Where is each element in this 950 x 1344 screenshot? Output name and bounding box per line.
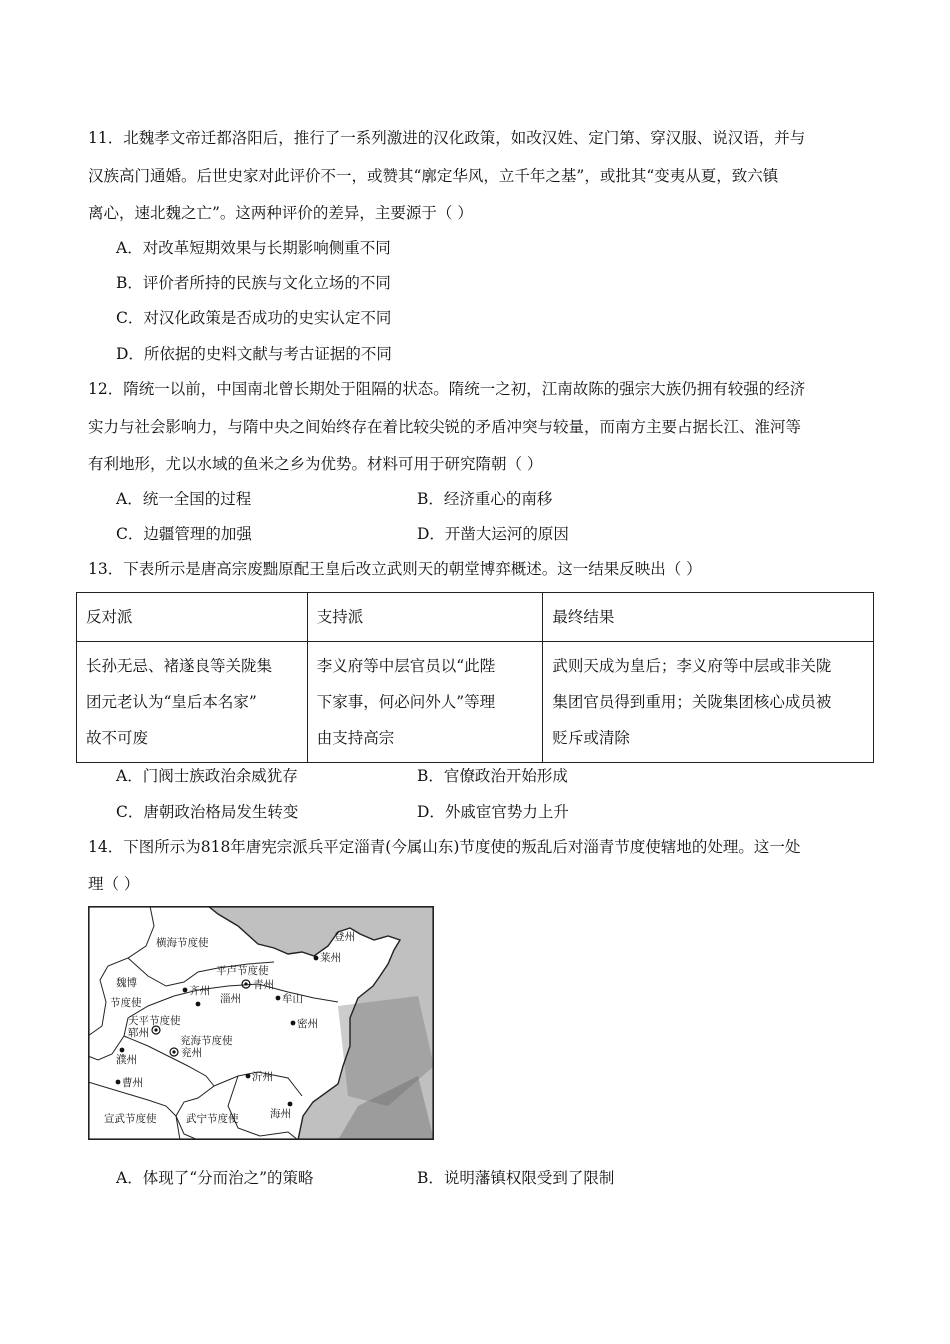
- label-tianping: 天平节度使: [128, 1015, 181, 1027]
- table-cell-support: [307, 642, 543, 763]
- q13-option-d[interactable]: D．外戚宦官势力上升: [417, 803, 569, 821]
- label-qingzhou: 青州: [253, 979, 274, 991]
- label-qizhou: 齐州: [189, 985, 210, 997]
- q11-option-d[interactable]: D．所依据的史料文献与考古证据的不同: [116, 345, 392, 363]
- zichang-map: [88, 906, 434, 1140]
- table-header-cell: 最终结果: [543, 593, 874, 642]
- label-pinglu: 平卢节度使: [216, 965, 269, 977]
- city-dot: [246, 1074, 251, 1079]
- city-dot: [291, 1021, 296, 1026]
- q12-stem-line-2: 实力与社会影响力，与隋中央之间始终存在着比较尖锐的矛盾冲突与较量，而南方主要占据长江、淮河等: [88, 418, 802, 436]
- city-dot: [314, 956, 319, 961]
- cell-line: 团元老认为“皇后本名家”: [86, 693, 257, 711]
- label-zizhou: 淄州: [220, 993, 241, 1005]
- city-dot: [172, 1050, 175, 1053]
- cell-line: 下家事，何必问外人”等理: [316, 693, 496, 711]
- cell-line: 长孙无忌、褚遂良等关陇集: [86, 657, 273, 675]
- city-dot: [288, 1102, 293, 1107]
- q11-option-a[interactable]: A．对改革短期效果与长期影响侧重不同: [116, 239, 391, 257]
- city-dot: [120, 1048, 125, 1053]
- label-henghai: 横海节度使: [156, 937, 209, 949]
- q13-option-b[interactable]: B．官僚政治开始形成: [417, 767, 568, 785]
- q11-stem-line-2: 汉族高门通婚。后世史家对此评价不一，或赞其“廓定华风，立千年之基”，或批其“变夷从夏，致六镇: [88, 167, 779, 185]
- label-weibo: 魏博: [116, 977, 137, 989]
- label-wuning: 武宁节度使: [186, 1113, 239, 1125]
- q11-option-b[interactable]: B．评价者所持的民族与文化立场的不同: [116, 274, 391, 292]
- label-yanzhou: 兖州: [181, 1047, 202, 1059]
- label-laizhou: 莱州: [320, 952, 341, 964]
- q13-option-c[interactable]: C．唐朝政治格局发生转变: [116, 803, 299, 821]
- q11-stem-line-3: 离心，速北魏之亡”。这两种评价的差异，主要源于（ ）: [88, 204, 473, 222]
- table-header-cell: 反对派: [77, 593, 308, 642]
- city-dot: [276, 996, 281, 1001]
- label-xuanwu: 宣武节度使: [104, 1113, 157, 1125]
- label-haizhou: 海州: [270, 1108, 291, 1120]
- label-weibo-2: 节度使: [110, 997, 142, 1009]
- label-mizhou: 密州: [297, 1018, 318, 1030]
- q13-stem: 13．下表所示是唐高宗废黜原配王皇后改立武则天的朝堂博弈概述。这一结果反映出（ ）: [88, 560, 702, 578]
- label-caozhou: 曹州: [122, 1077, 143, 1089]
- q12-stem-line-1: 12．隋统一以前，中国南北曾长期处于阻隔的状态。隋统一之初，江南故陈的强宗大族仍拥有较强的经济: [88, 380, 806, 398]
- q14-option-a[interactable]: A．体现了“分而治之”的策略: [116, 1169, 314, 1187]
- q11-option-c[interactable]: C．对汉化政策是否成功的史实认定不同: [116, 309, 392, 327]
- q14-option-b[interactable]: B．说明藩镇权限受到了限制: [417, 1169, 615, 1187]
- label-moushan: 牟山: [282, 993, 303, 1005]
- table-header-cell: 支持派: [307, 593, 543, 642]
- label-puzhou: 濮州: [116, 1054, 137, 1066]
- label-yunzhou: 郓州: [128, 1027, 149, 1039]
- q13-option-a[interactable]: A．门阀士族政治余威犹存: [116, 767, 298, 785]
- city-dot: [116, 1080, 121, 1085]
- q12-option-b[interactable]: B．经济重心的南移: [417, 490, 553, 508]
- table-row: [77, 642, 874, 763]
- cell-line: 李义府等中层官员以“此陛: [316, 657, 496, 675]
- table-cell-result: [543, 642, 874, 763]
- label-yanhai: 兖海节度使: [180, 1035, 233, 1047]
- q12-option-a[interactable]: A．统一全国的过程: [116, 490, 252, 508]
- q12-stem-line-3: 有利地形，尤以水域的鱼米之乡为优势。材料可用于研究隋朝（ ）: [88, 455, 543, 473]
- cell-line: 故不可废: [86, 729, 149, 747]
- label-dengzhou: 登州: [334, 931, 355, 943]
- table-header-row: [77, 593, 874, 642]
- q14-stem-line-2: 理（ ）: [88, 875, 140, 893]
- q13-table: [76, 592, 874, 763]
- cell-line: 贬斥或清除: [552, 729, 630, 747]
- city-dot: [244, 982, 247, 985]
- q12-option-d[interactable]: D．开凿大运河的原因: [417, 525, 569, 543]
- city-dot: [183, 988, 188, 993]
- q14-stem-line-1: 14．下图所示为818年唐宪宗派兵平定淄青(今属山东)节度使的叛乱后对淄青节度使辖地的处理。这一处: [88, 838, 801, 856]
- city-dot: [196, 1002, 201, 1007]
- label-yizhou: 沂州: [252, 1071, 273, 1083]
- table-cell-opposition: [77, 642, 308, 763]
- city-dot: [154, 1028, 157, 1031]
- cell-line: 武则天成为皇后；李义府等中层或非关陇: [552, 657, 832, 675]
- cell-line: 集团官员得到重用；关陇集团核心成员被: [552, 693, 832, 711]
- q11-stem-line-1: 11．北魏孝文帝迁都洛阳后，推行了一系列激进的汉化政策，如改汉姓、定门第、穿汉服、说汉语，并与: [88, 129, 806, 147]
- q12-option-c[interactable]: C．边疆管理的加强: [116, 525, 252, 543]
- cell-line: 由支持高宗: [316, 729, 395, 747]
